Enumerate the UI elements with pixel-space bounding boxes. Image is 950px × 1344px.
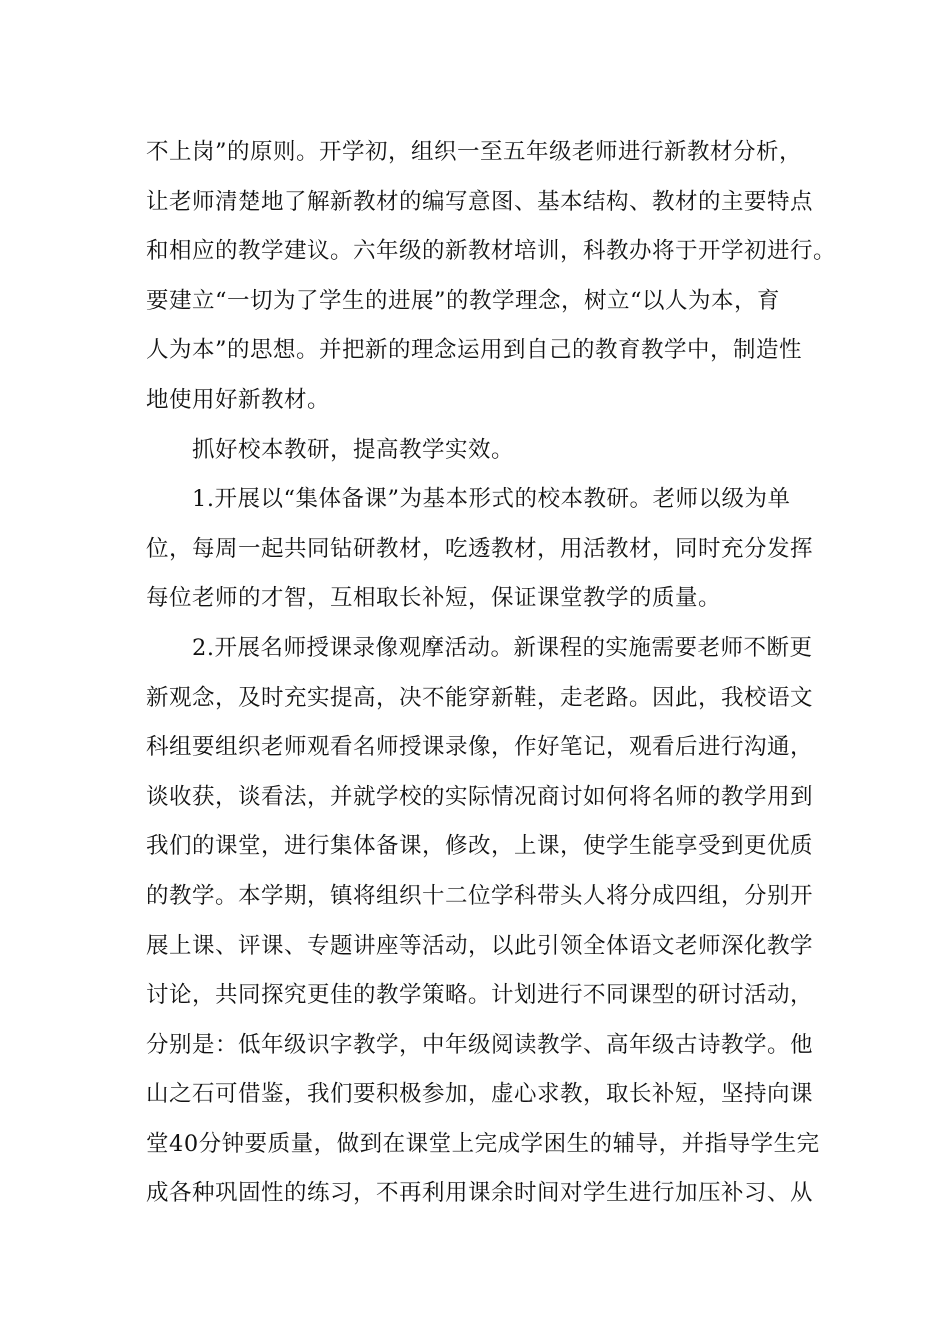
text-line: 成各种巩固性的练习，不再利用课余时间对学生进行加压补习、从 bbox=[146, 1180, 814, 1207]
text-line: 分别是：低年级识字教学，中年级阅读教学、高年级古诗教学。他 bbox=[146, 1031, 814, 1058]
text-line: 每位老师的才智，互相取长补短，保证课堂教学的质量。 bbox=[146, 585, 722, 612]
text-line: 谈收获，谈看法，并就学校的实际情况商讨如何将名师的教学用到 bbox=[146, 783, 814, 810]
text-line: 我们的课堂，进行集体备课，修改，上课，使学生能享受到更优质 bbox=[146, 833, 814, 860]
text-line: 山之石可借鉴，我们要积极参加，虚心求教，取长补短，坚持向课 bbox=[146, 1081, 814, 1108]
text-line: 地使用好新教材。 bbox=[146, 386, 331, 413]
text-line: 位，每周一起共同钻研教材，吃透教材，用活教材，同时充分发挥 bbox=[146, 535, 814, 562]
text-line: 展上课、评课、专题讲座等活动，以此引领全体语文老师深化教学 bbox=[146, 932, 814, 959]
text-line: 的教学。本学期，镇将组织十二位学科带头人将分成四组，分别开 bbox=[146, 882, 814, 909]
section-heading: 抓好校本教研，提高教学实效。 bbox=[192, 436, 515, 463]
text-line: 新观念，及时充实提高，决不能穿新鞋，走老路。因此，我校语文 bbox=[146, 684, 814, 711]
text-line: 和相应的教学建议。六年级的新教材培训，科教办将于开学初进行。 bbox=[146, 238, 837, 265]
text-line: 科组要组织老师观看名师授课录像，作好笔记，观看后进行沟通， bbox=[146, 734, 814, 761]
text-line: 人为本”的思想。并把新的理念运用到自己的教育教学中，制造性 bbox=[146, 337, 803, 364]
text-line: 堂40分钟要质量，做到在课堂上完成学困生的辅导，并指导学生完 bbox=[146, 1130, 820, 1157]
text-line: 不上岗”的原则。开学初，组织一至五年级老师进行新教材分析， bbox=[146, 139, 803, 165]
text-line: 1.开展以“集体备课”为基本形式的校本教研。老师以级为单 bbox=[192, 486, 791, 513]
text-line: 要建立“一切为了学生的进展”的教学理念，树立“以人为本，育 bbox=[146, 287, 781, 314]
document-body bbox=[146, 128, 837, 1219]
text-line: 讨论，共同探究更佳的教学策略。计划进行不同课型的研讨活动， bbox=[146, 982, 814, 1009]
text-line: 2.开展名师授课录像观摩活动。新课程的实施需要老师不断更 bbox=[192, 634, 813, 661]
text-line: 让老师清楚地了解新教材的编写意图、基本结构、教材的主要特点 bbox=[146, 188, 814, 215]
